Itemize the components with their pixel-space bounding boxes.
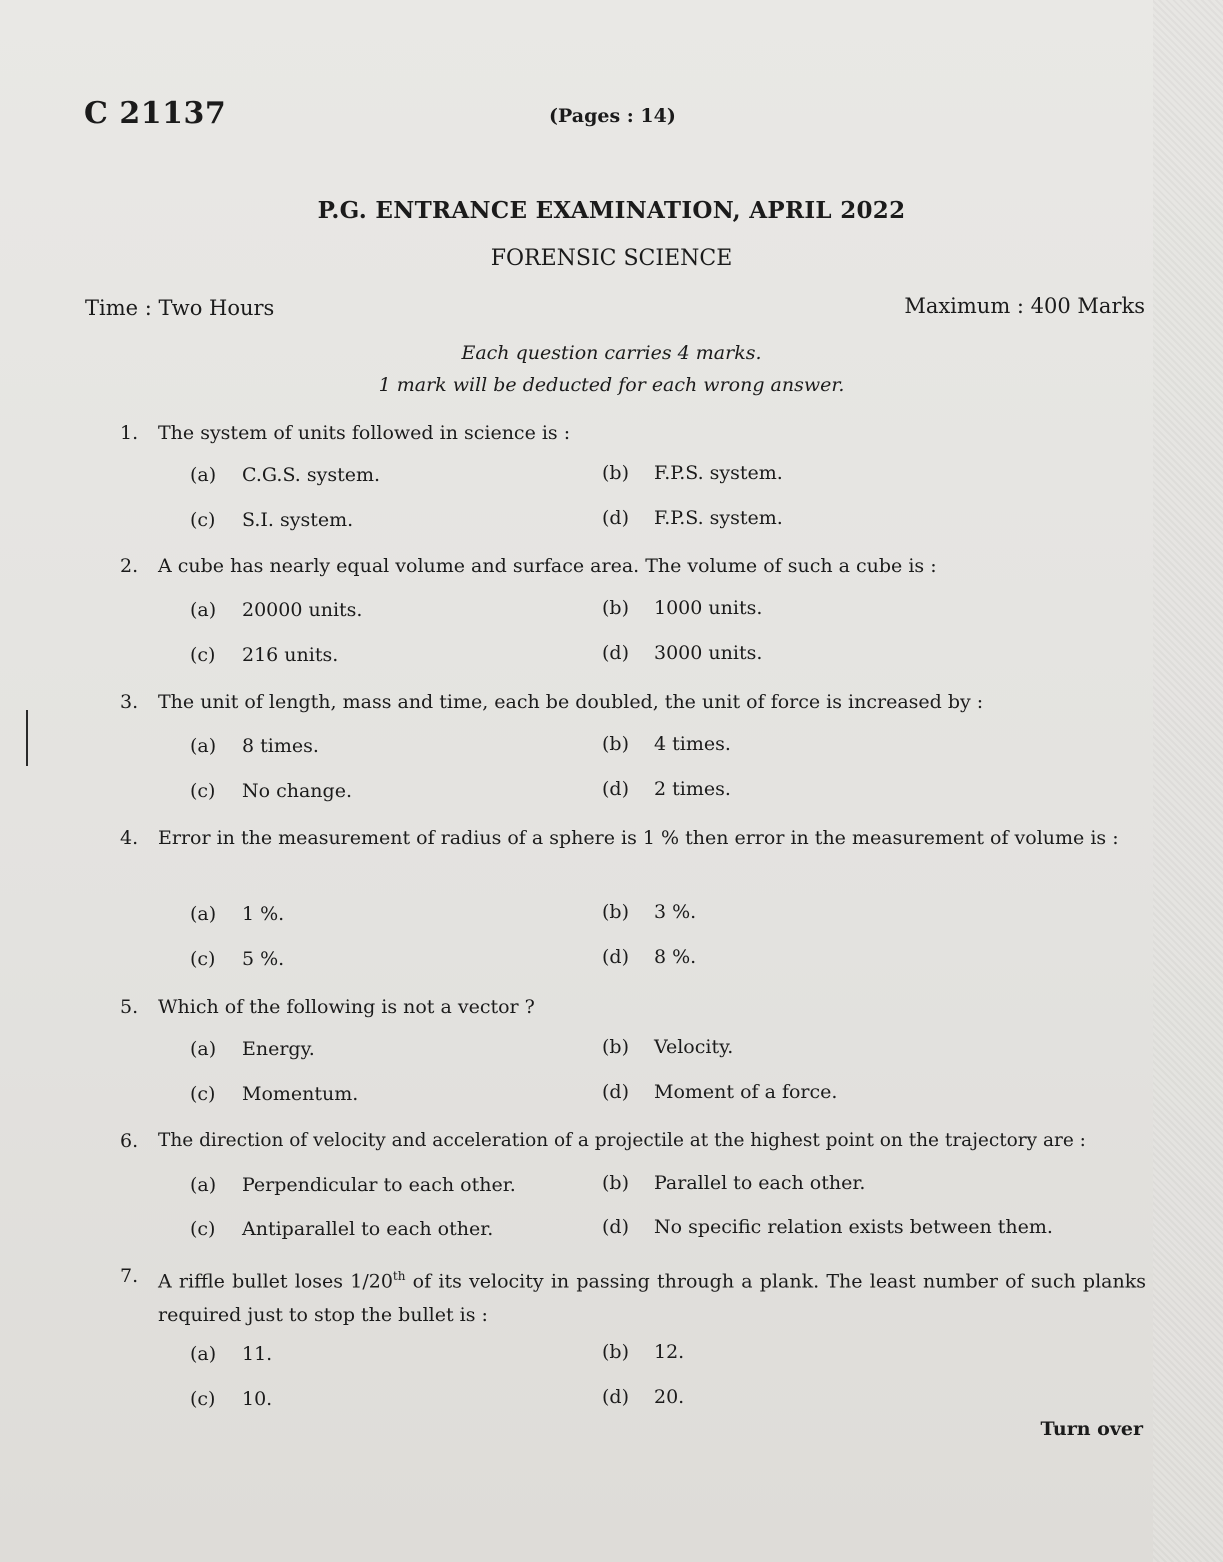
instruction-marks-per-question: Each question carries 4 marks.	[461, 342, 762, 364]
subject-title: FORENSIC SCIENCE	[490, 246, 733, 271]
question-6-option-d: (d) No specific relation exists between them.	[602, 1216, 1053, 1238]
question-7	[120, 1259, 1146, 1332]
question-3-option-d: (d) 2 times.	[602, 778, 731, 800]
question-5	[120, 990, 1146, 1024]
question-2-option-b: (b) 1000 units.	[602, 597, 763, 619]
page-edge-texture	[1153, 0, 1223, 1562]
question-number: 5.	[120, 996, 139, 1018]
question-2-option-a: (a) 20000 units.	[190, 599, 363, 621]
question-text: The system of units followed in science is :	[158, 422, 571, 444]
question-3-option-b: (b) 4 times.	[602, 733, 731, 755]
question-7-option-a: (a) 11.	[190, 1343, 273, 1365]
question-number: 6.	[120, 1130, 139, 1152]
exam-duration: Time : Two Hours	[85, 296, 275, 320]
question-text: A riffle bullet loses 1/20th of its velocity in passing through a plank. The least number of such planks required just to stop the bullet is :	[158, 1269, 1146, 1327]
turn-over-note: Turn over	[1040, 1418, 1143, 1440]
question-3-option-c: (c) No change.	[190, 780, 352, 802]
question-text: Which of the following is not a vector ?	[158, 996, 535, 1018]
question-number: 2.	[120, 555, 139, 577]
page-count: (Pages : 14)	[549, 105, 676, 127]
question-1-option-d: (d) F.P.S. system.	[602, 507, 783, 529]
question-1-option-b: (b) F.P.S. system.	[602, 462, 783, 484]
question-text: Error in the measurement of radius of a sphere is 1 % then error in the measurement of volume is :	[158, 827, 1119, 849]
question-number: 4.	[120, 827, 139, 849]
paper-code: C 21137	[84, 96, 227, 131]
instruction-negative-marking: 1 mark will be deducted for each wrong answer.	[378, 374, 845, 396]
question-number: 1.	[120, 422, 139, 444]
question-5-option-c: (c) Momentum.	[190, 1083, 359, 1105]
question-6-option-a: (a) Perpendicular to each other.	[190, 1174, 516, 1196]
maximum-marks: Maximum : 400 Marks	[904, 294, 1145, 318]
question-1-option-a: (a) C.G.S. system.	[190, 464, 381, 486]
question-4-option-c: (c) 5 %.	[190, 948, 285, 970]
question-4-option-a: (a) 1 %.	[190, 903, 285, 925]
question-7-option-b: (b) 12.	[602, 1341, 685, 1363]
question-1	[120, 416, 1146, 450]
question-2-option-c: (c) 216 units.	[190, 644, 339, 666]
question-2-option-d: (d) 3000 units.	[602, 642, 763, 664]
question-4-option-d: (d) 8 %.	[602, 946, 697, 968]
question-7-option-d: (d) 20.	[602, 1386, 685, 1408]
question-4-option-b: (b) 3 %.	[602, 901, 697, 923]
margin-pen-mark	[26, 710, 28, 766]
question-text: The unit of length, mass and time, each be doubled, the unit of force is increased by :	[158, 691, 984, 713]
question-6-option-b: (b) Parallel to each other.	[602, 1172, 866, 1194]
question-7-option-c: (c) 10.	[190, 1388, 273, 1410]
question-4	[120, 821, 1146, 855]
question-5-option-b: (b) Velocity.	[602, 1036, 734, 1058]
question-number: 3.	[120, 691, 139, 713]
question-6	[120, 1124, 1146, 1158]
exam-title: P.G. ENTRANCE EXAMINATION, APRIL 2022	[317, 197, 906, 224]
question-2	[120, 549, 1146, 583]
question-5-option-a: (a) Energy.	[190, 1038, 315, 1060]
question-1-option-c: (c) S.I. system.	[190, 509, 354, 531]
question-6-option-c: (c) Antiparallel to each other.	[190, 1218, 494, 1240]
question-3	[120, 685, 1146, 719]
question-3-option-a: (a) 8 times.	[190, 735, 319, 757]
question-number: 7.	[120, 1265, 139, 1287]
question-text: A cube has nearly equal volume and surface area. The volume of such a cube is :	[158, 555, 937, 577]
question-5-option-d: (d) Moment of a force.	[602, 1081, 838, 1103]
question-text: The direction of velocity and acceleration of a projectile at the highest point on the trajectory are :	[158, 1130, 1086, 1151]
